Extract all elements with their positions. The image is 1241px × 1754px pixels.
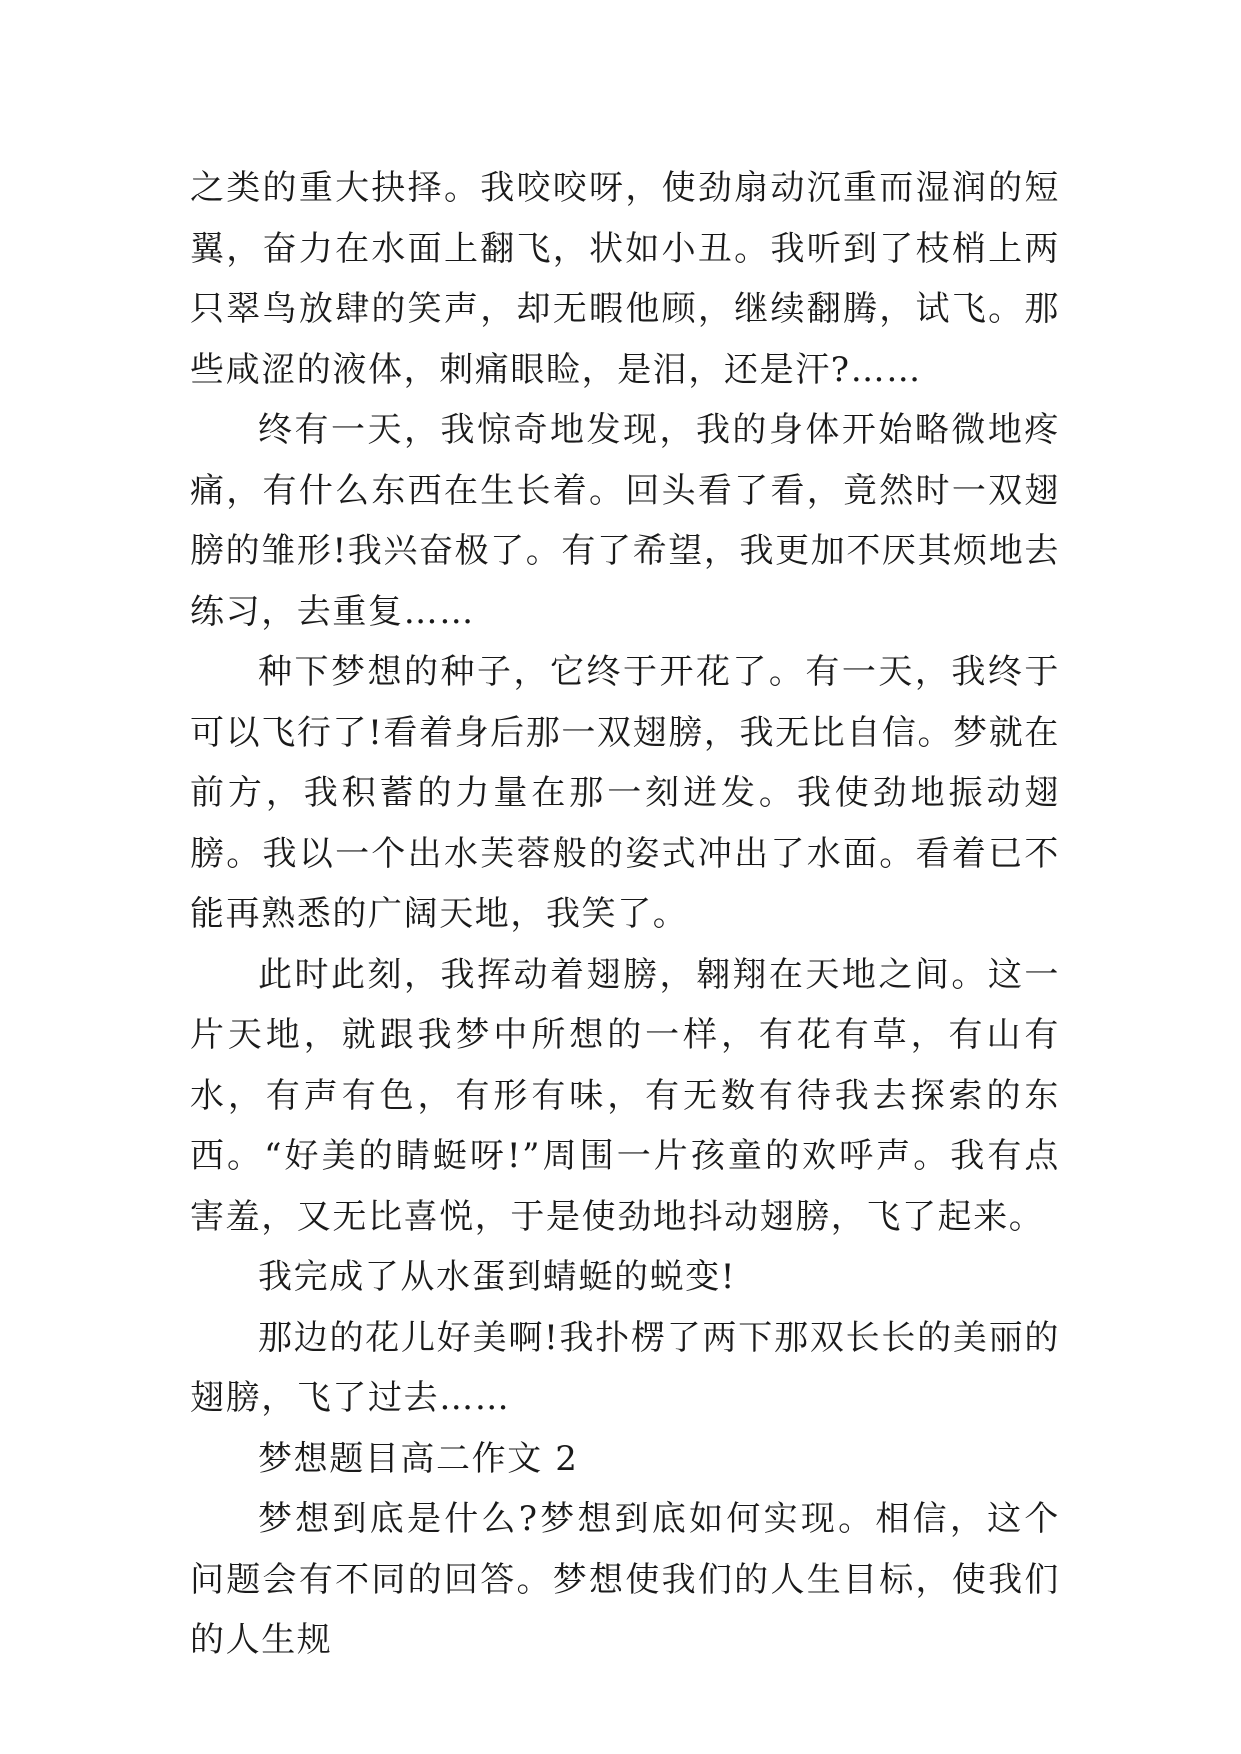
paragraph-continuation: 之类的重大抉择。我咬咬呀，使劲扇动沉重而湿润的短翼，奋力在水面上翻飞，状如小丑。我听到了枝梢上两只翠鸟放肆的笑声，却无暇他顾，继续翻腾，试飞。那些咸涩的液体，刺痛眼睑，是泪，还是汗?…… (190, 168, 1060, 390)
article-body (190, 158, 1060, 1671)
paragraph-what-is-dream: 梦想到底是什么?梦想到底如何实现。相信，这个问题会有不同的回答。梦想使我们的人生目标，使我们的人生规 (190, 1499, 1060, 1660)
paragraph-soaring: 此时此刻，我挥动着翅膀，翱翔在天地之间。这一片天地，就跟我梦中所想的一样，有花有草，有山有水，有声有色，有形有味，有无数有待我去探索的东西。“好美的睛蜓呀!”周围一片孩童的欢呼声。我有点害羞，又无比喜悦，于是使劲地抖动翅膀，飞了起来。 (190, 954, 1060, 1237)
paragraph-flowers: 那边的花儿好美啊!我扑楞了两下那双长长的美丽的翅膀，飞了过去…… (190, 1317, 1060, 1418)
paragraph-first-flight: 种下梦想的种子，它终于开花了。有一天，我终于可以飞行了!看着身后那一双翅膀，我无比自信。梦就在前方，我积蓄的力量在那一刻迸发。我使劲地振动翅膀。我以一个出水芙蓉般的姿式冲出了水面。看着已不能再熟悉的广阔天地，我笑了。 (190, 652, 1060, 934)
paragraph-wings-growing: 终有一天，我惊奇地发现，我的身体开始略微地疼痛，有什么东西在生长着。回头看了看，竟然时一双翅膀的雏形!我兴奋极了。有了希望，我更加不厌其烦地去练习，去重复…… (190, 410, 1060, 632)
essay-heading: 梦想题目高二作文 2 (258, 1438, 579, 1479)
paragraph-transformation: 我完成了从水蛋到蜻蜓的蜕变! (258, 1257, 737, 1297)
